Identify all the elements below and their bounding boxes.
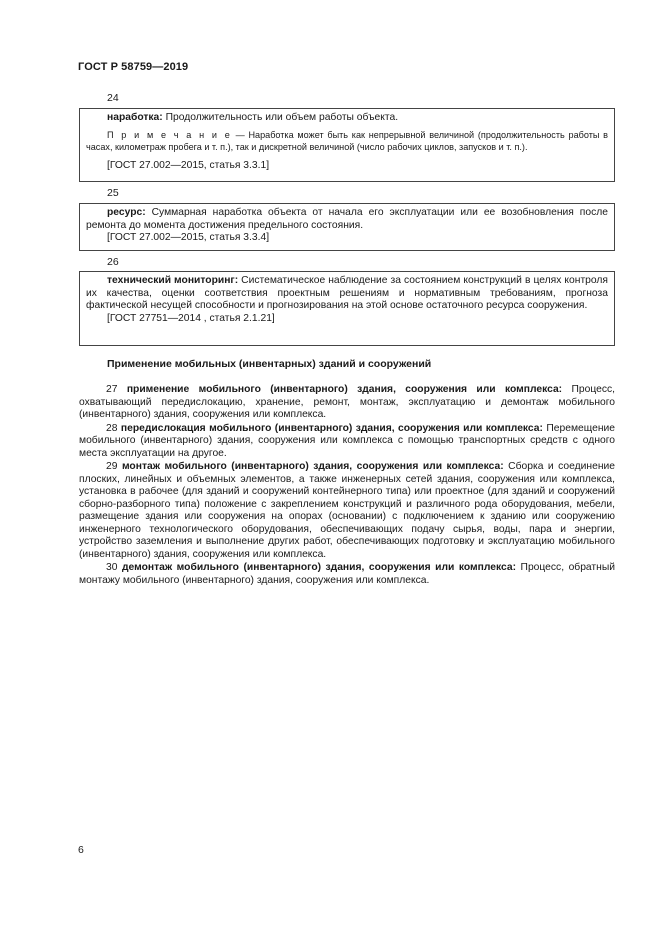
item-number: 30 [106,562,118,573]
item-term: демонтаж мобильного (инвентарного) здания, сооружения или комплекса: [121,562,517,573]
document-header-title: ГОСТ Р 58759—2019 [78,61,189,73]
term-note [86,129,608,154]
section-item [79,384,615,422]
term-reference: [ГОСТ 27.002—2015, статья 3.3.4] [107,232,270,243]
item-text: Сборка и соединение плоских, линейных и объемных элементов, а также инженерных сетей здания, сооружения или комплекса, установка в рабочее (для зданий и сооружений контейнерного типа) или проектное (для зданий и сооружений сборно-разборного типа) положение с закреплением конструкций и различного рода оборудования, мебели, размещение здания или сооружения на опорах (основании) с подключением к зданию или сооружению инженерного технологического оборудования, обеспечивающих подачу сырья, воды, пара и энергии, устройство заземления и выполнение других работ, обеспечивающих подготовку и эксплуатацию мобильного (инвентарного) здания, сооружения или комплекса. [79,461,615,560]
term-box [79,271,615,346]
item-text: Перемещение мобильного (инвентарного) здания, сооружения или комплекса с помощью транспортных средств с одного места эксплуатации на другое. [79,422,616,459]
item-number: 29 [106,461,118,472]
section-item [79,562,615,587]
term-definition-text: Продолжительность или объем работы объекта. [162,112,399,123]
term-name: ресурс: [107,207,146,218]
term-definition [86,275,608,313]
item-text: Процесс, обратный монтажу мобильного (инвентарного) здания, сооружения или комплекса. [79,562,615,586]
term-name: наработка: [107,112,163,123]
term-name: технический мониторинг: [107,275,239,286]
item-term: применение мобильного (инвентарного) здания, сооружения или комплекса: [126,384,563,395]
item-number: 27 [106,384,118,395]
term-number: 25 [107,187,119,199]
term-box [79,108,615,182]
note-text: — Наработка может быть как непрерывной величиной (продолжительность работы в часах, километраж пробега и т. п.), так и дискретной величиной (число рабочих циклов, запусков и т. п.). [86,129,608,152]
item-text: Процесс, охватывающий передислокацию, хранение, ремонт, монтаж, эксплуатацию и демонтаж мобильного (инвентарного) здания, сооружения или комплекса. [79,384,615,420]
section-item [79,423,615,461]
section-body [79,384,615,588]
term-definition-text: Суммарная наработка объекта от начала его эксплуатации или ее возобновления после ремонта до момента достижения предельного состояния. [86,207,608,231]
term-number: 26 [107,256,119,268]
item-number: 28 [106,422,118,434]
note-label: П р и м е ч а н и е [107,129,232,140]
page-number: 6 [78,844,84,856]
term-reference: [ГОСТ 27.002—2015, статья 3.3.1] [107,159,270,171]
item-term: передислокация мобильного (инвентарного) здания, сооружения или комплекса: [120,422,543,434]
term-definition [86,112,608,125]
term-definition-text: Систематическое наблюдение за состоянием конструкций в целях контроля их качества, оценки соответствия проектным решениям и нормативным требованиям, прогноза фактической несущей способности и прогнозирования на этой основе остаточного ресурса сооружения. [86,275,608,311]
term-box [79,203,615,251]
section-item [79,461,615,561]
item-term: монтаж мобильного (инвентарного) здания, сооружения или комплекса: [121,461,504,472]
term-reference: [ГОСТ 27751—2014 , статья 2.1.21] [107,312,275,324]
section-heading: Применение мобильных (инвентарных) зданий и сооружений [107,358,432,370]
term-number: 24 [107,92,119,104]
term-definition [86,207,608,232]
